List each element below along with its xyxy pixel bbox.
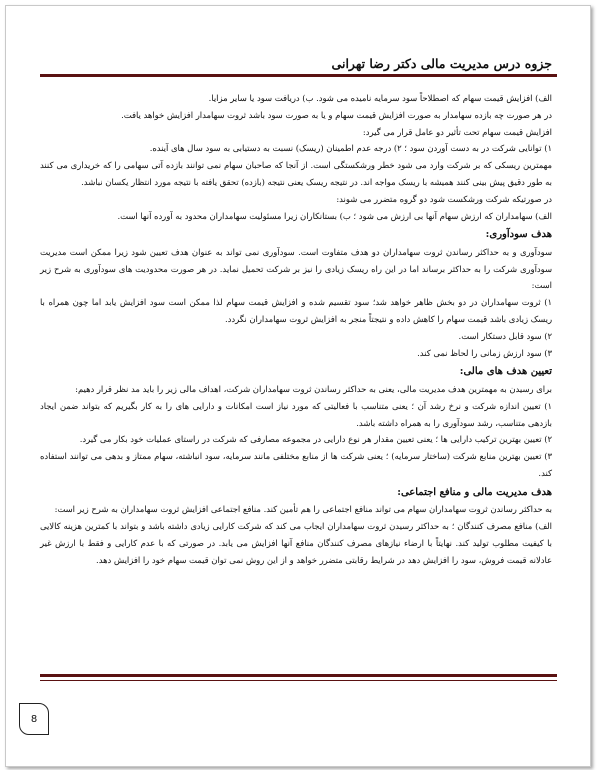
paragraph: در صورتیکه شرکت ورشکست شود دو گروه متضرر می شوند: (336, 193, 552, 204)
paragraph: الف) افزایش قیمت سهام که اصطلاحاً سود سرمایه نامیده می شود. ب) دریافت سود یا سایر مزایا. (208, 93, 552, 103)
footer-rule-thin (40, 680, 557, 681)
footer-rule-thick (40, 674, 557, 677)
paragraph: ۲) تعیین بهترین ترکیب دارایی ها ؛ یعنی تعیین مقدار هر نوع دارایی در مجموعه مصارفی که شرکت در راستای عملیات خود بکار می گیرد. (79, 434, 552, 445)
document-page (5, 5, 591, 767)
section-heading: هدف مدیریت مالی و منافع اجتماعی: (397, 486, 552, 498)
paragraph: ۱) ثروت سهامداران در دو بخش ظاهر خواهد شد؛ سود تقسیم شده و افزایش قیمت سهام لذا ممکن است سود افزایش یابد اما چون همراه با ریسک زیادی باشد قیمت سهام را کاهش داده و نتیجتاً منجر به افزایش ثروت سهامداران نگردد. (40, 297, 552, 325)
paragraph: الف) سهامداران که ارزش سهام آنها بی ارزش می شود ؛ ب) بستانکاران زیرا مسئولیت سهامداران محدود به آورده آنها است. (117, 210, 552, 221)
paragraph: در هر صورت چه بازده سهامدار به صورت افزایش قیمت سهام و یا به صورت سود باشد ثروت سهامدار افزایش خواهد یافت. (121, 109, 552, 120)
paragraph: ۱) تعیین اندازه شرکت و نرخ رشد آن ؛ یعنی متناسب با فعالیتی که مورد نیاز است امکانات و دارایی های را به کار بگیریم که بتواند ضمن ایجاد بازدهی متناسب، رشد سودآوری را به همراه داشته باشد. (40, 400, 552, 428)
section-heading: هدف سودآوری: (485, 229, 552, 241)
paragraph: ۳) سود ارزش زمانی را لحاظ نمی کند. (417, 347, 552, 358)
section-heading: تعیین هدف های مالی: (459, 366, 552, 378)
paragraph: سودآوری و به حداکثر رساندن ثروت سهامداران دو هدف متفاوت است. سودآوری نمی تواند به عنوان هدف تعیین شود زیرا ممکن است مدیریت سودآوری شرکت را به حداکثر برساند اما در این راه ریسک زیادی را نیز بر شرکت تحمیل نماید. در هر صورت محدودیت های سودآوری به شرح زیر است: (40, 246, 552, 291)
paragraph: به حداکثر رساندن ثروت سهامداران سهام می تواند منافع اجتماعی را هم تأمین کند. منافع اجتماعی افزایش ثروت سهامداران به شرح زیر است: (54, 504, 552, 515)
paragraph: الف) منافع مصرف کنندگان ؛ به حداکثر رسیدن ثروت سهامداران ایجاب می کند که شرکت کارایی زیادی داشته باشد و بتواند با کمترین هزینه کالایی با کیفیت مطلوب تولید کند. نهایتاً با ارضاء نیازهای مصرف کنندگان منافع آنها افزایش می یابد. در صورتی که با عدم کارایی و فقط با ارزش غیر عادلانه قیمت فروش، سود را افزایش دهد در شرایط رقابتی متضرر خواهد و از این روش نمی توان قیمت سهام خود را افزایش دهد. (40, 521, 552, 565)
page-header-title: جزوه درس مدیریت مالی دکتر رضا تهرانی (331, 56, 552, 71)
page-body (40, 90, 552, 568)
paragraph: برای رسیدن به مهمترین هدف مدیریت مالی، یعنی به حداکثر رساندن ثروت سهامداران شرکت، اهداف مالی زیر را باید مد نظر قرار دهیم: (75, 383, 552, 394)
paragraph: ۳) تعیین بهترین منابع شرکت (ساختار سرمایه) ؛ یعنی شرکت ها از منابع مختلفی مانند سرمایه، سود انباشته، سهام ممتاز و بدهی می توانند استفاده کند. (40, 451, 552, 478)
page-number: 8 (19, 703, 49, 735)
paragraph: مهمترین ریسکی که بر شرکت وارد می شود خطر ورشکستگی است. از آنجا که صاحبان سهام نمی توانند بازده آتی سهامی را که خریداری می کنند به طور دقیق پیش بینی کنند همیشه با ریسک مواجه اند. در نتیجه ریسک یعنی نتیجه (بازده) تحقق یافته با نتیجه مورد انتظار یکسان نباشد. (40, 160, 552, 187)
paragraph: ۱) توانایی شرکت در به دست آوردن سود ؛ ۲) درجه عدم اطمینان (ریسک) نسبت به دستیابی به سود سال های آینده. (149, 143, 552, 154)
paragraph: ۲) سود قابل دستکار است. (458, 330, 552, 341)
paragraph: افزایش قیمت سهام تحت تأثیر دو عامل قرار می گیرد: (362, 126, 552, 137)
header-rule (40, 74, 557, 77)
